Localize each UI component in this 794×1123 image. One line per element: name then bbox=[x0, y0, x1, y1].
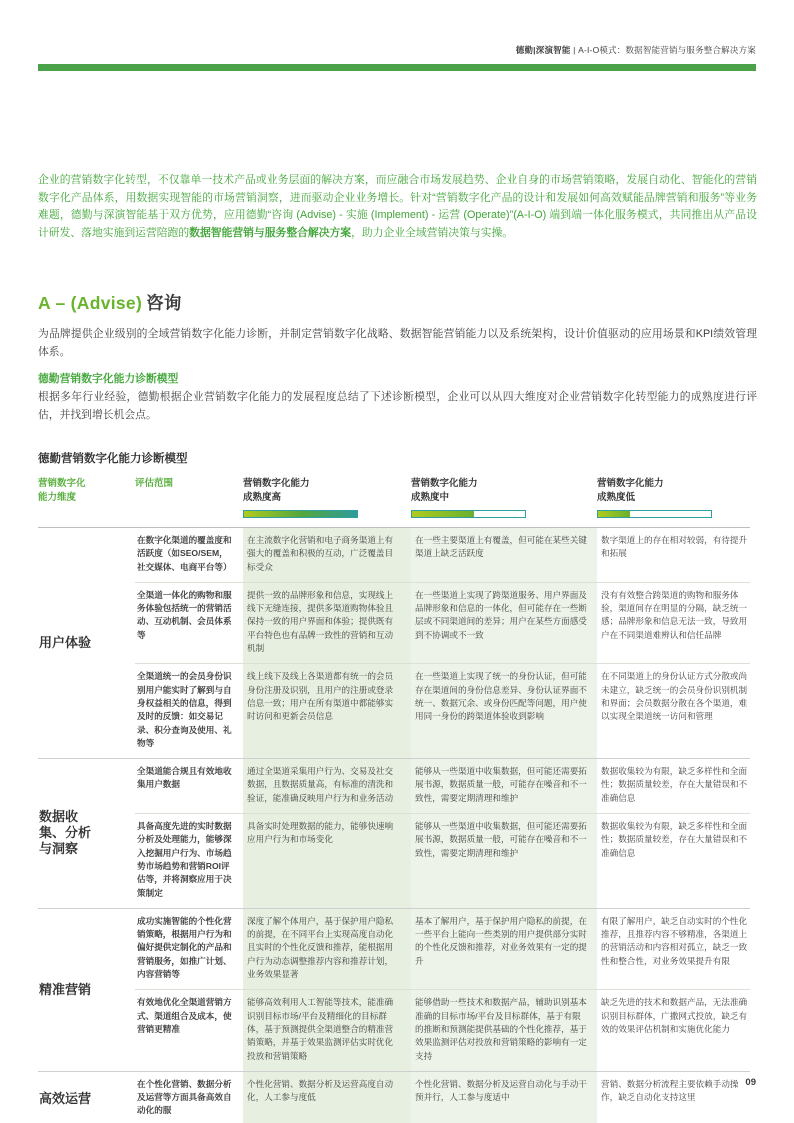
table-row bbox=[135, 989, 750, 1070]
maturity-low-cell: 没有有效整合跨渠道的购物和服务体验，渠道间存在明显的分隔，缺乏统一感；品牌形象和信息无法一致，导致用户在不同渠道难辨认和信任品牌 bbox=[601, 589, 748, 640]
table-row bbox=[135, 1072, 750, 1123]
maturity-high-cell: 深度了解个体用户，基于保护用户隐私的前提，在不同平台上实现高度自动化且实时的个性化反馈和推荐，能根据用户行为动态调整推荐内容和推荐计划，业务效果显著 bbox=[243, 909, 411, 989]
section-heading-cn: 咨询 bbox=[146, 293, 182, 313]
maturity-bar-mid bbox=[411, 510, 526, 518]
maturity-low-cell: 缺乏先进的技术和数据产品，无法准确识别目标群体，广撒网式投放，缺乏有效的效果评估机制和实施优化能力 bbox=[601, 997, 748, 1034]
maturity-high-cell: 个性化营销、数据分析及运营高度自动化，人工参与度低 bbox=[243, 1072, 411, 1123]
maturity-bar-high bbox=[243, 510, 358, 518]
table-body bbox=[38, 527, 750, 1123]
table-row bbox=[135, 813, 750, 908]
intro-text-tail: ，助力企业全域营销决策与实操。 bbox=[351, 226, 514, 239]
top-accent-bar bbox=[38, 64, 756, 71]
table-row bbox=[135, 528, 750, 582]
table-title: 德勤营销数字化能力诊断模型 bbox=[38, 453, 188, 465]
group-data-insight bbox=[38, 758, 750, 908]
dimension-label: 用户体验 bbox=[39, 635, 92, 651]
maturity-bar-low bbox=[597, 510, 712, 518]
header-brand: 德勤|深演智能 bbox=[515, 45, 571, 55]
maturity-low-cell: 在不同渠道上的身份认证方式分散或尚未建立，缺乏统一的会员身份识别机制和界面；会员数据分散在各个渠道，难以实现全渠道统一访问和管理 bbox=[601, 671, 748, 722]
section-paragraph-1: 为品牌提供企业级别的全域营销数字化能力诊断，并制定营销数字化战略、数据智能营销能力以及系统架构，设计价值驱动的应用场景和KPI绩效管理体系。 bbox=[38, 328, 757, 358]
page-number: 09 bbox=[745, 1077, 756, 1088]
maturity-high-cell: 提供一致的品牌形象和信息，实现线上线下无缝连接，提供多渠道购物体验且保持一致的用户界面和体验；提供既有平台特色也有品牌一致性的营销和互动机制 bbox=[243, 583, 411, 663]
table-row bbox=[135, 663, 750, 758]
maturity-low-cell: 有限了解用户，缺乏自动实时的个性化推荐，且推荐内容不够精准，各渠道上的营销活动和内容相对孤立，缺乏一致性和整合性，对业务效果提升有限 bbox=[601, 915, 748, 966]
header-subtitle: | A-I-O模式：数据智能营销与服务整合解决方案 bbox=[573, 45, 756, 55]
scope-cell: 全渠道统一的会员身份识别用户能实时了解到与自身权益相关的信息，得到及时的反馈：如交易记录、积分查询及使用、礼物等 bbox=[137, 671, 232, 748]
table-row bbox=[135, 582, 750, 663]
maturity-low-cell: 数据收集较为有限，缺乏多样性和全面性；数据质量较差，存在大量错误和不准确信息 bbox=[601, 766, 748, 803]
scope-cell: 有效地优化全渠道营销方式、渠道组合及成本，使营销更精准 bbox=[137, 997, 232, 1034]
section-heading-en: A – (Advise) bbox=[38, 293, 143, 313]
table-row bbox=[135, 909, 750, 989]
scope-cell: 在数字化渠道的覆盖度和活跃度（如SEO/SEM，社交媒体、电商平台等） bbox=[137, 535, 232, 572]
scope-cell: 在个性化营销、数据分析及运营等方面具备高效自动化的服 bbox=[137, 1078, 232, 1116]
model-subheading: 德勤营销数字化能力诊断模型 bbox=[38, 373, 179, 385]
scope-cell: 全渠道能合规且有效地收集用户数据 bbox=[137, 766, 232, 790]
intro-bold-phrase: 数据智能营销与服务整合解决方案 bbox=[189, 226, 352, 239]
maturity-high-cell: 能够高效利用人工智能等技术，能准确识别目标市场/平台及精细化的目标群体，基于预测提供全渠道整合的精准营销策略，并基于效果监测评估实时优化投放和营销策略 bbox=[243, 990, 411, 1070]
scope-cell: 全渠道一体化的购物和服务体验包括统一的营销活动、互动机制、会员体系等 bbox=[137, 589, 232, 640]
header-maturity-high: 营销数字化能力 成熟度高 bbox=[243, 477, 411, 518]
group-user-experience bbox=[38, 528, 750, 758]
header-dimension: 营销数字化 能力维度 bbox=[38, 478, 86, 503]
header-maturity-low: 营销数字化能力 成熟度低 bbox=[597, 477, 750, 518]
dimension-label: 数据收集、分析与洞察 bbox=[39, 809, 92, 857]
maturity-mid-cell: 在一些主要渠道上有覆盖，但可能在某些关键渠道上缺乏活跃度 bbox=[411, 528, 597, 582]
maturity-low-cell: 数据收集较为有限，缺乏多样性和全面性；数据质量较差，存在大量错误和不准确信息 bbox=[601, 821, 748, 858]
dimension-label: 精准营销 bbox=[39, 981, 92, 997]
section-heading bbox=[38, 290, 182, 315]
maturity-mid-cell: 能够借助一些技术和数据产品，辅助识别基本准确的目标市场/平台及目标群体，基于有限的推断和预测能提供基础的个性化推荐，基于效果监测评估对投放和营销策略的影响有一定支持 bbox=[411, 990, 597, 1070]
maturity-mid-cell: 能够从一些渠道中收集数据，但可能还需要拓展书源，数据质量一般，可能存在噪音和不一致性，需要定期清理和维护 bbox=[411, 759, 597, 813]
maturity-high-cell: 线上线下及线上各渠道都有统一的会员身份注册及识别，且用户的注册或登录信息一致；用户在所有渠道中都能够实时访问和更新会员信息 bbox=[243, 664, 411, 758]
maturity-mid-cell: 在一些渠道上实现了跨渠道服务、用户界面及品牌形象和信息的一体化，但可能存在一些断层或不同渠道间的差异；用户在某些方面感受到不协调或不一致 bbox=[411, 583, 597, 663]
maturity-mid-cell: 能够从一些渠道中收集数据，但可能还需要拓展书源，数据质量一般，可能存在噪音和不一致性，需要定期清理和维护 bbox=[411, 814, 597, 908]
header-scope: 评估范围 bbox=[135, 478, 174, 489]
maturity-mid-cell: 个性化营销、数据分析及运营自动化与手动干预并行，人工参与度适中 bbox=[411, 1072, 597, 1123]
maturity-low-cell: 数字渠道上的存在相对较弱，有待提升和拓展 bbox=[601, 535, 748, 559]
group-precision-marketing bbox=[38, 908, 750, 1071]
group-efficient-operation bbox=[38, 1071, 750, 1123]
maturity-high-cell: 具备实时处理数据的能力，能够快速响应用户行为和市场变化 bbox=[243, 814, 411, 908]
maturity-high-cell: 通过全渠道采集用户行为、交易及社交数据，且数据质量高，有标准的清洗和验证，能准确反映用户行为和业务活动 bbox=[243, 759, 411, 813]
running-header bbox=[516, 44, 756, 56]
header-maturity-mid: 营销数字化能力 成熟度中 bbox=[411, 477, 597, 518]
maturity-mid-cell: 基本了解用户，基于保护用户隐私的前提，在一些平台上能向一些类别的用户提供部分实时的个性化反馈和推荐，对业务效果有一定的提升 bbox=[411, 909, 597, 989]
dimension-label: 高效运营 bbox=[39, 1090, 92, 1106]
table-row bbox=[135, 759, 750, 813]
intro-paragraph bbox=[38, 172, 757, 242]
maturity-mid-cell: 在一些渠道上实现了统一的身份认证，但可能存在渠道间的身份信息差异、身份认证界面不统一、数据冗余、或身份匹配等问题，用户使用同一身份的跨渠道体验收到影响 bbox=[411, 664, 597, 758]
diagnosis-table bbox=[38, 477, 750, 1123]
maturity-low-cell: 营销、数据分析流程主要依赖手动操作，缺乏自动化支持这里 bbox=[601, 1078, 739, 1103]
maturity-high-cell: 在主流数字化营销和电子商务渠道上有强大的覆盖和积极的互动，广泛覆盖目标受众 bbox=[243, 528, 411, 582]
intro-text: 企业的营销数字化转型，不仅靠单一技术产品或业务层面的解决方案，而应融合市场发展趋势、企业自身的市场营销策略，发展自动化、智能化的营销数字化产品体系，用数据实现智能的市场营销洞察，进而驱动企业业务增长。针对“营销数字化产品的设计和发展如何高效赋能品牌营销和服务”等业务难题，德勤与深演智能基于双方优势，应用德勤“咨询 (Advise) - 实施 (Implement) - 运营 (Operate)”(A-I-O) 端到端一体化服务模式，共同推出从产品设计研发、落地实施到运营陪跑的 bbox=[38, 174, 757, 239]
scope-cell: 成功实施智能的个性化营销策略，根据用户行为和偏好提供定制化的产品和营销服务，如推广计划、内容营销等 bbox=[137, 915, 232, 980]
section-paragraph-2: 根据多年行业经验，德勤根据企业营销数字化能力的发展程度总结了下述诊断模型，企业可以从四大维度对企业营销数字化转型能力的成熟度进行评估，并找到增长机会点。 bbox=[38, 391, 757, 421]
scope-cell: 具备高度先进的实时数据分析及处理能力，能够深入挖掘用户行为、市场趋势市场趋势和营销ROI评估等，并将洞察应用于决策制定 bbox=[137, 821, 232, 898]
table-header-row bbox=[38, 477, 750, 518]
